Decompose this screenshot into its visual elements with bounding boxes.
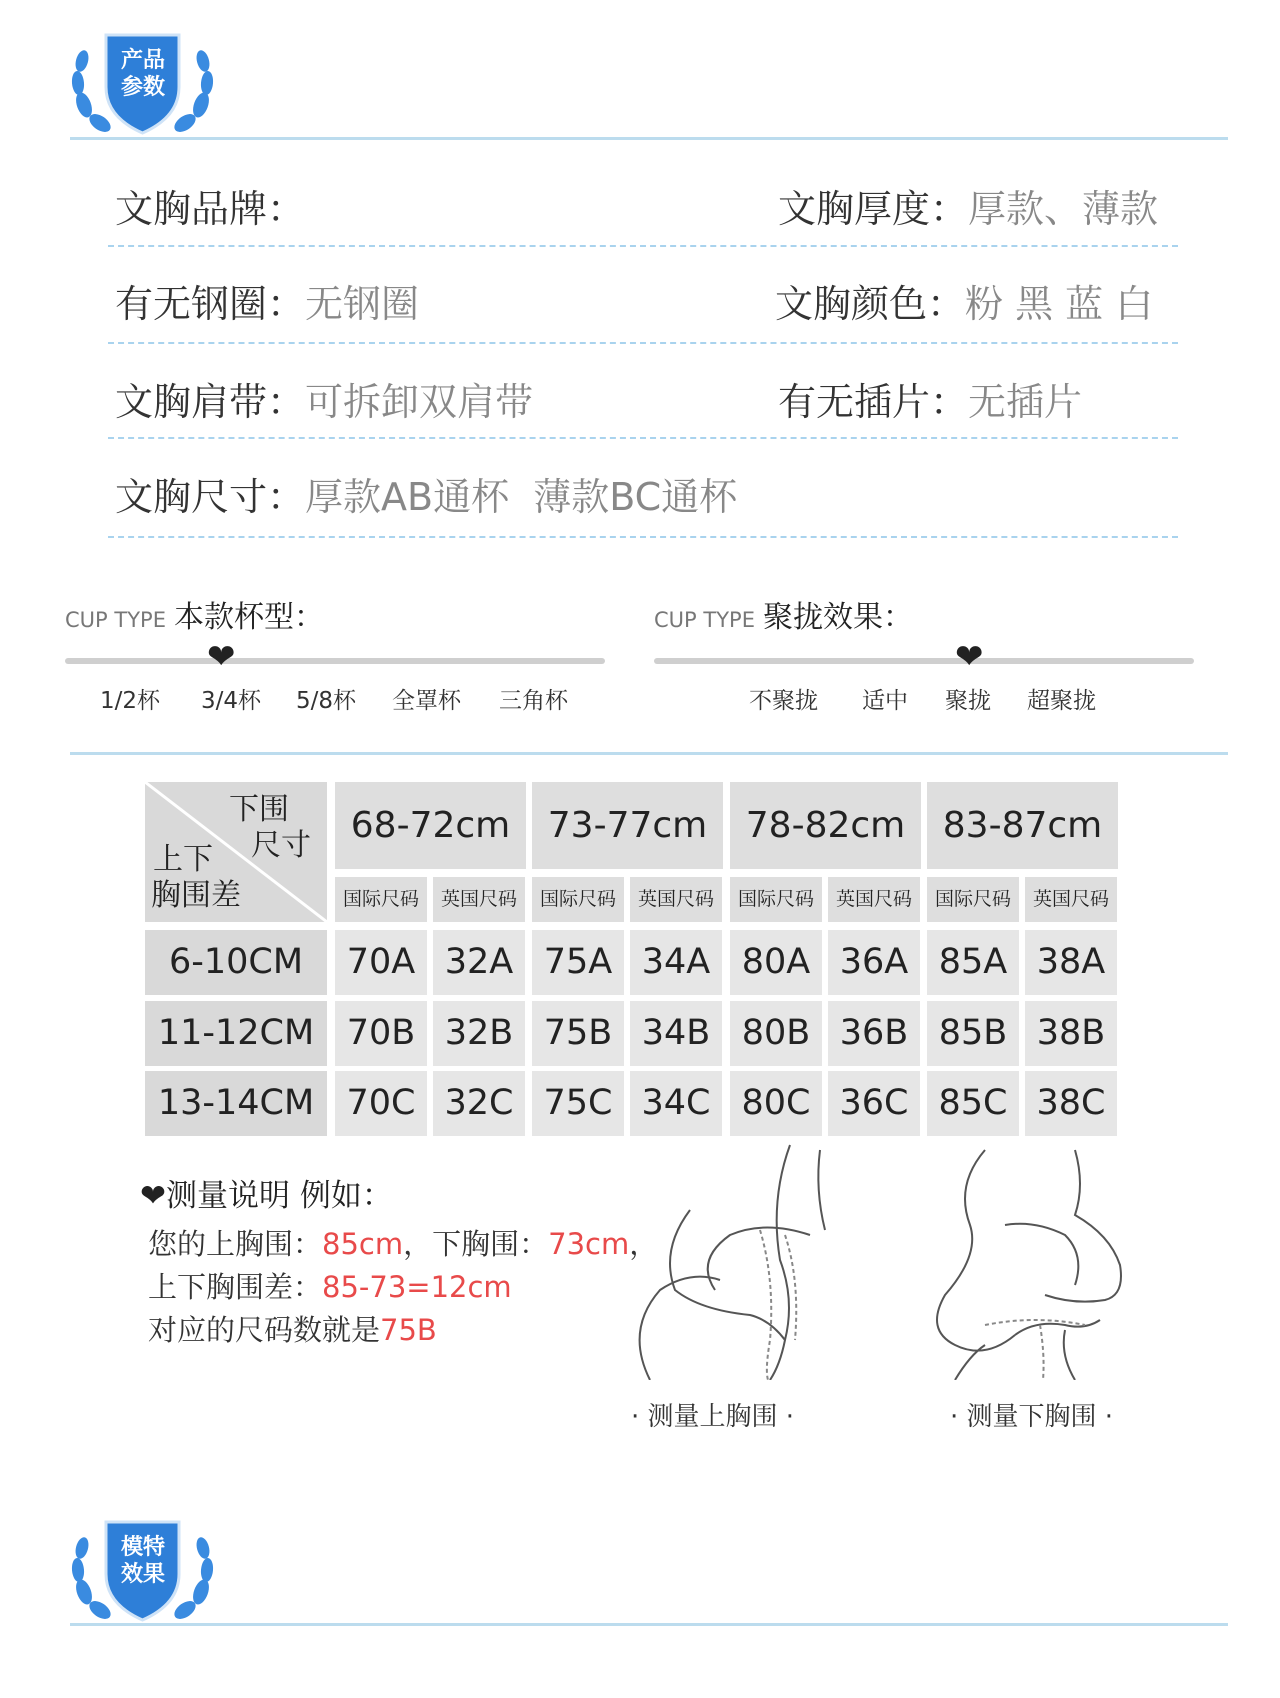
measure-line-1 (148, 1222, 658, 1263)
spec-size (115, 466, 737, 521)
spec-value: 厚款、薄款 (968, 187, 1159, 231)
size-cell: 70A (335, 930, 427, 995)
cup-type-track (65, 658, 605, 664)
spec-thickness (778, 178, 1158, 233)
red-text: 85-73=12cm (322, 1270, 512, 1304)
push-up-en: CUP TYPE (654, 608, 755, 632)
size-cell: 85B (927, 1001, 1019, 1066)
row-label: 11-12CM (145, 1001, 327, 1066)
cup-option: 5/8杯 (296, 688, 357, 714)
size-cell: 36B (828, 1001, 920, 1066)
badge-line-2: 效果 (120, 1562, 165, 1587)
section-divider (70, 752, 1228, 755)
spec-value: 可拆卸双肩带 (305, 380, 534, 424)
corner-top2: 尺寸 (251, 828, 311, 863)
size-cell: 70B (335, 1001, 427, 1066)
dashed-divider (108, 437, 1178, 439)
cup-type-header (65, 592, 324, 636)
sub-header: 国际尺码 (927, 877, 1019, 922)
text: ，下胸围： (403, 1227, 549, 1261)
red-text: 85cm (322, 1227, 404, 1261)
spec-label: 有无插片： (778, 380, 969, 424)
sub-header: 英国尺码 (828, 877, 920, 922)
push-option: 超聚拢 (1027, 688, 1096, 714)
cup-option: 1/2杯 (100, 688, 161, 714)
size-cell: 34A (630, 930, 722, 995)
spec-label: 文胸厚度： (778, 187, 969, 231)
size-cell: 80B (730, 1001, 822, 1066)
spec-value: 粉 黑 蓝 白 (965, 282, 1154, 326)
push-up-header (654, 592, 913, 636)
red-text: 75B (380, 1313, 437, 1347)
size-cell: 36C (828, 1071, 920, 1136)
push-option: 不聚拢 (749, 688, 818, 714)
spec-value: 厚款AB通杯 薄款BC通杯 (305, 475, 738, 519)
spec-value: 无插片 (968, 380, 1083, 424)
spec-insert (778, 371, 1082, 426)
push-option: 聚拢 (945, 688, 991, 714)
section-divider (70, 1623, 1228, 1626)
spec-strap (115, 371, 533, 426)
size-cell: 32A (433, 930, 525, 995)
size-cell: 75A (532, 930, 624, 995)
corner-top: 下围 (229, 792, 289, 827)
text: ， (629, 1227, 659, 1261)
size-cell: 34C (630, 1071, 722, 1136)
band-header: 83-87cm (927, 782, 1118, 869)
sub-header: 英国尺码 (630, 877, 722, 922)
size-cell: 36A (828, 930, 920, 995)
size-cell: 32C (433, 1071, 525, 1136)
size-cell: 85C (927, 1071, 1019, 1136)
size-cell: 80C (730, 1071, 822, 1136)
badge-line-2: 参数 (120, 75, 165, 100)
size-cell: 38B (1025, 1001, 1117, 1066)
measure-title: ❤测量说明 例如： (140, 1178, 393, 1214)
row-label: 13-14CM (145, 1071, 327, 1136)
size-cell: 75B (532, 1001, 624, 1066)
push-option: 适中 (862, 688, 908, 714)
text: 您的上胸围： (148, 1227, 323, 1261)
badge-line-1: 产品 (120, 48, 165, 73)
spec-label: 文胸品牌： (115, 187, 306, 231)
spec-wire (115, 273, 419, 328)
push-up-title: 聚拢效果： (762, 600, 913, 635)
size-cell: 38C (1025, 1071, 1117, 1136)
size-cell: 70C (335, 1071, 427, 1136)
spec-label: 文胸尺寸： (115, 475, 306, 519)
size-cell: 85A (927, 930, 1019, 995)
section-divider (70, 137, 1228, 140)
badge-line-1: 模特 (120, 1535, 165, 1560)
sub-header: 国际尺码 (730, 877, 822, 922)
size-cell: 75C (532, 1071, 624, 1136)
spec-color (775, 273, 1153, 328)
size-cell: 38A (1025, 930, 1117, 995)
sub-header: 英国尺码 (433, 877, 525, 922)
sub-header: 英国尺码 (1025, 877, 1117, 922)
text: 上下胸围差： (148, 1270, 323, 1304)
size-cell: 32B (433, 1001, 525, 1066)
dashed-divider (108, 536, 1178, 538)
dashed-divider (108, 342, 1178, 344)
sub-header: 国际尺码 (532, 877, 624, 922)
push-up-track (654, 658, 1194, 664)
spec-value: 无钢圈 (305, 282, 420, 326)
dashed-divider (108, 245, 1178, 247)
row-label: 6-10CM (145, 930, 327, 995)
cup-option: 3/4杯 (201, 688, 262, 714)
band-header: 73-77cm (532, 782, 723, 869)
size-cell: 80A (730, 930, 822, 995)
spec-brand (115, 178, 305, 233)
cup-option: 全罩杯 (392, 688, 461, 714)
caption-lower: · 测量下胸围 · (950, 1402, 1114, 1432)
heart-marker-icon: ❤ (955, 637, 984, 677)
lower-bust-illustration (925, 1145, 1145, 1380)
spec-label: 有无钢圈： (115, 282, 306, 326)
caption-upper: · 测量上胸围 · (631, 1402, 795, 1432)
upper-bust-illustration (620, 1140, 850, 1380)
corner-left: 上下 (153, 842, 213, 877)
measure-line-2 (148, 1265, 512, 1306)
cup-option: 三角杯 (499, 688, 568, 714)
cup-type-en: CUP TYPE (65, 608, 166, 632)
text: 对应的尺码数就是 (148, 1313, 381, 1347)
sub-header: 国际尺码 (335, 877, 427, 922)
band-header: 68-72cm (335, 782, 526, 869)
cup-type-title: 本款杯型： (173, 600, 324, 635)
table-corner (145, 782, 327, 922)
size-cell: 34B (630, 1001, 722, 1066)
spec-label: 文胸颜色： (775, 282, 966, 326)
corner-left2: 胸围差 (151, 878, 241, 913)
measure-line-3 (148, 1308, 437, 1349)
spec-label: 文胸肩带： (115, 380, 306, 424)
heart-marker-icon: ❤ (207, 637, 236, 677)
band-header: 78-82cm (730, 782, 921, 869)
model-effect-badge (70, 1512, 215, 1627)
product-params-badge (70, 25, 215, 140)
red-text: 73cm (548, 1227, 630, 1261)
